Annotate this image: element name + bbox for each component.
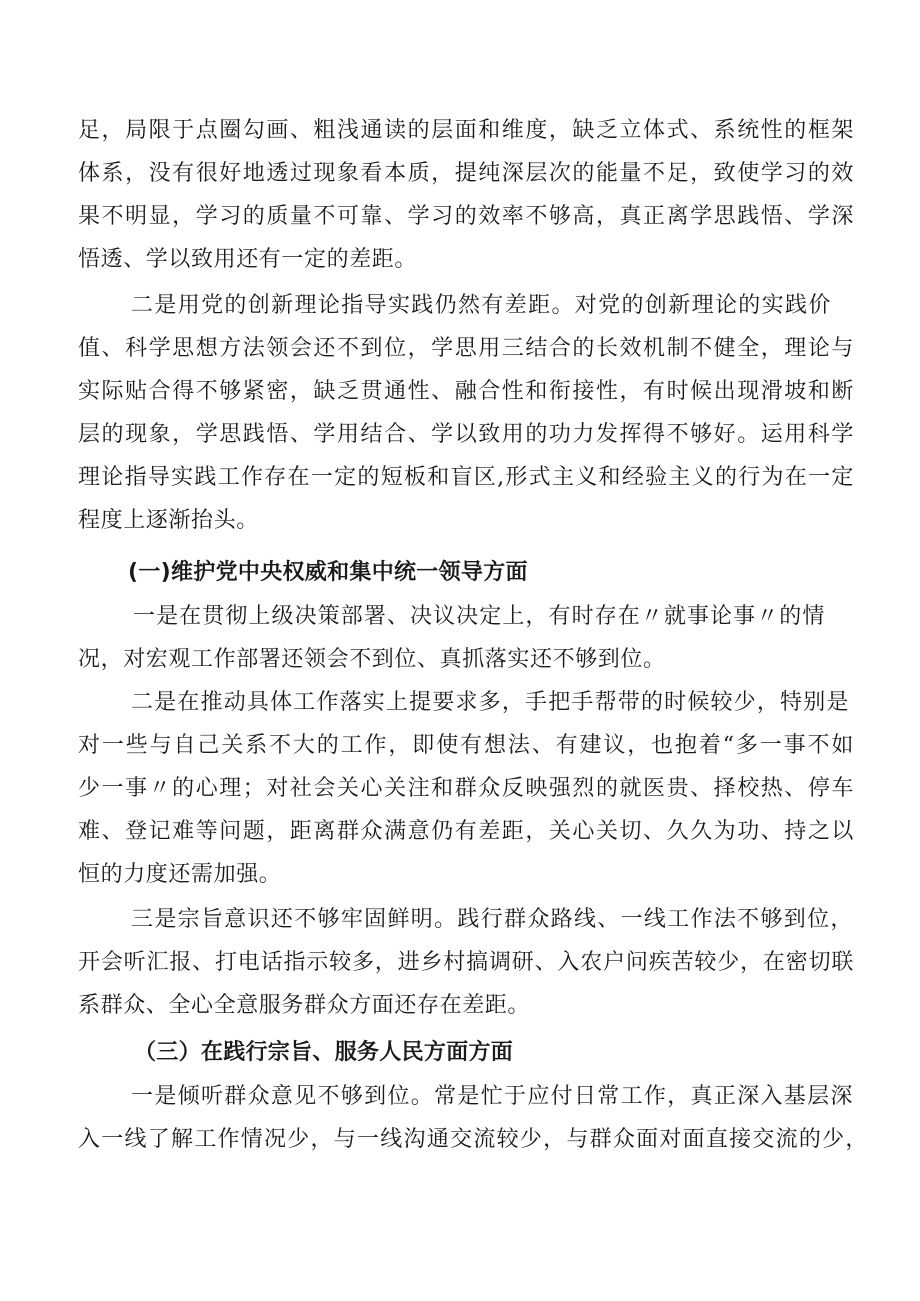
- text-line: 难、登记难等问题，距离群众满意仍有差距，关心关切、久久为功、持之以: [78, 819, 854, 844]
- text-line: 恒的力度还需加强。: [78, 862, 282, 887]
- text-line: 悟透、学以致用还有一定的差距。: [78, 247, 418, 272]
- text-line: 开会听汇报、打电话指示较多，进乡村搞调研、入农户问疾苦较少，在密切联: [78, 950, 854, 975]
- text-line: 三是宗旨意识还不够牢固鲜明。践行群众路线、一线工作法不够到位，: [131, 907, 853, 932]
- text-line: 理论指导实践工作存在一定的短板和盲区,形式主义和经验主义的行为在一定: [78, 465, 854, 490]
- text-line: 果不明显，学习的质量不可靠、学习的效率不够高，真正离学思践悟、学深: [78, 204, 854, 229]
- text-line: 层的现象，学思践悟、学用结合、学以致用的功力发挥得不够好。运用科学: [78, 422, 854, 447]
- section-heading: (一)维护党中央权威和集中统一领导方面: [128, 560, 528, 585]
- text-line: 少一事〃的心理；对社会关心关注和群众反映强烈的就医贵、择校热、停车: [78, 776, 854, 801]
- text-line: 况，对宏观工作部署还领会不到位、真抓落实还不够到位。: [78, 647, 666, 672]
- text-line: 一是在贯彻上级决策部署、决议决定上，有时存在〃就事论事〃的情: [133, 604, 825, 629]
- text-line: 实际贴合得不够紧密，缺乏贯通性、融合性和衔接性，有时候出现滑坡和断: [78, 379, 854, 404]
- text-line: 入一线了解工作情况少，与一线沟通交流较少，与群众面对面直接交流的少，: [78, 1127, 868, 1152]
- section-heading: （三）在践行宗旨、服务人民方面方面: [134, 1040, 514, 1065]
- text-line: 对一些与自己关系不大的工作，即使有想法、有建议，也抱着“多一事不如: [78, 733, 854, 758]
- text-line: 体系，没有很好地透过现象看本质，提纯深层次的能量不足，致使学习的效: [78, 161, 854, 186]
- text-line: 程度上逐渐抬头。: [78, 508, 259, 533]
- text-line: 系群众、全心全意服务群众方面还存在差距。: [78, 993, 531, 1018]
- text-line: 足，局限于点圈勾画、粗浅通读的层面和维度，缺乏立体式、系统性的框架: [78, 118, 854, 143]
- text-line: 值、科学思想方法领会还不到位，学思用三结合的长效机制不健全，理论与: [78, 336, 854, 361]
- text-line: 二是在推动具体工作落实上提要求多，手把手帮带的时候较少，特别是: [131, 690, 849, 715]
- text-line: 一是倾听群众意见不够到位。常是忙于应付日常工作，真正深入基层深: [131, 1084, 853, 1109]
- text-line: 二是用党的创新理论指导实践仍然有差距。对党的创新理论的实践价: [131, 293, 831, 318]
